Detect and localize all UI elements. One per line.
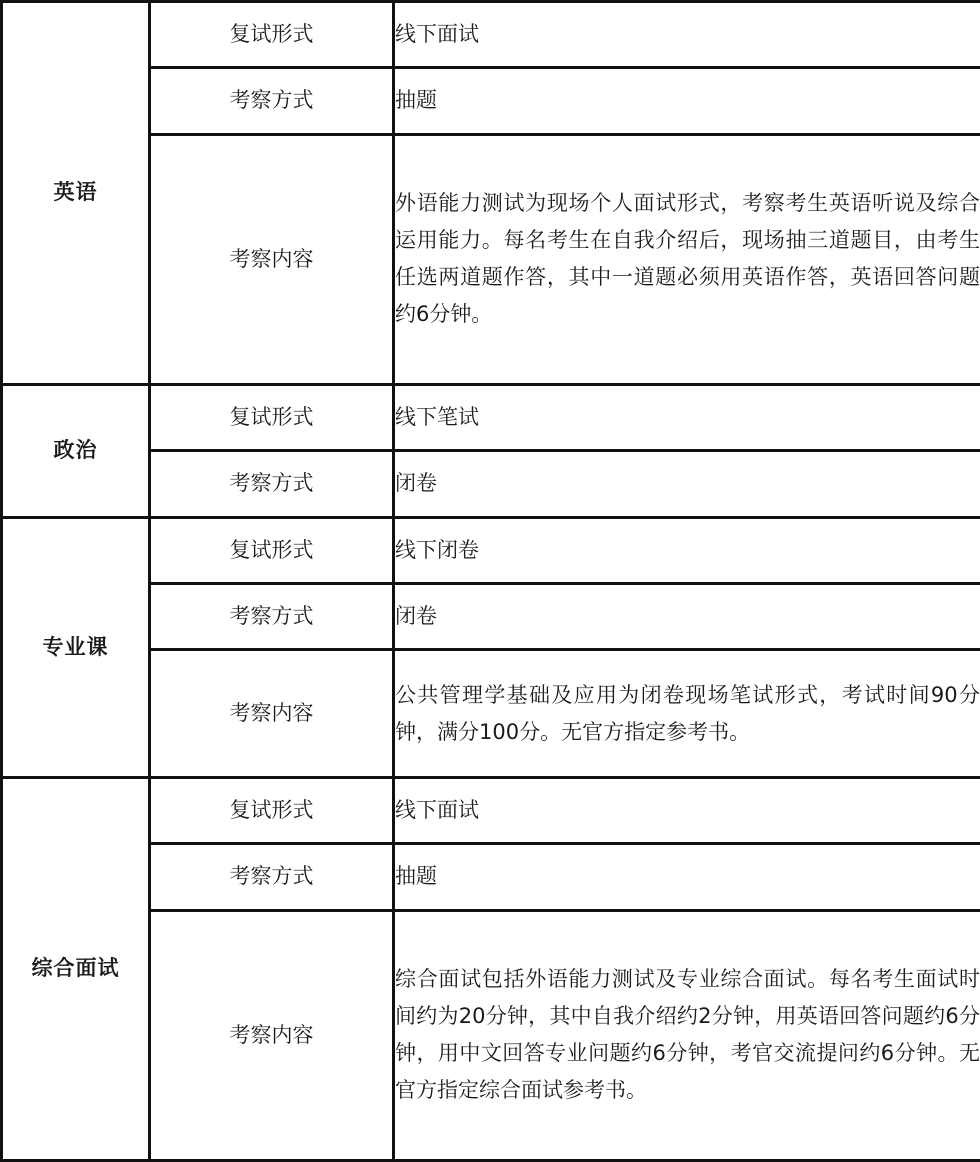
table-row — [2, 777, 980, 843]
attribute-label: 考察方式 — [150, 583, 394, 649]
value-text: 闭卷 — [395, 604, 437, 629]
attribute-value — [394, 517, 980, 583]
table-row — [2, 2, 980, 68]
subject-label: 政治 — [2, 384, 150, 517]
attribute-value — [394, 777, 980, 843]
attribute-value — [394, 650, 980, 778]
value-text: 线下笔试 — [395, 405, 479, 430]
subject-label: 综合面试 — [2, 777, 150, 1160]
attribute-label: 复试形式 — [150, 517, 394, 583]
attribute-value — [394, 844, 980, 910]
table-body — [2, 2, 980, 1161]
table-row — [2, 384, 980, 450]
subject-label: 英语 — [2, 2, 150, 385]
attribute-value — [394, 583, 980, 649]
attribute-label: 考察内容 — [150, 650, 394, 778]
attribute-value — [394, 910, 980, 1160]
attribute-label: 复试形式 — [150, 777, 394, 843]
value-text: 线下面试 — [395, 22, 479, 47]
value-text: 外语能力测试为现场个人面试形式，考察考生英语听说及综合运用能力。每名考生在自我介绍后，现场抽三道题目，由考生任选两道题作答，其中一道题必须用英语作答，英语回答问题约6分钟。 — [395, 191, 980, 327]
attribute-label: 考察内容 — [150, 910, 394, 1160]
value-text: 线下闭卷 — [395, 537, 479, 562]
attribute-value — [394, 2, 980, 68]
value-text: 闭卷 — [395, 471, 437, 496]
subject-label: 专业课 — [2, 517, 150, 777]
table-row — [2, 517, 980, 583]
value-text: 线下面试 — [395, 798, 479, 823]
attribute-label: 复试形式 — [150, 384, 394, 450]
attribute-label: 考察内容 — [150, 134, 394, 384]
value-text: 综合面试包括外语能力测试及专业综合面试。每名考生面试时间约为20分钟，其中自我介绍约2分钟，用英语回答问题约6分钟，用中文回答专业问题约6分钟，考官交流提问约6分钟。无官方指定综合面试参考书。 — [395, 967, 980, 1103]
value-text: 抽题 — [395, 88, 437, 113]
attribute-value — [394, 134, 980, 384]
attribute-label: 复试形式 — [150, 2, 394, 68]
attribute-label: 考察方式 — [150, 451, 394, 517]
attribute-value — [394, 451, 980, 517]
value-text: 公共管理学基础及应用为闭卷现场笔试形式，考试时间90分钟，满分100分。无官方指定参考书。 — [395, 682, 980, 744]
attribute-label: 考察方式 — [150, 844, 394, 910]
value-text: 抽题 — [395, 864, 437, 889]
attribute-value — [394, 68, 980, 134]
attribute-value — [394, 384, 980, 450]
attribute-label: 考察方式 — [150, 68, 394, 134]
